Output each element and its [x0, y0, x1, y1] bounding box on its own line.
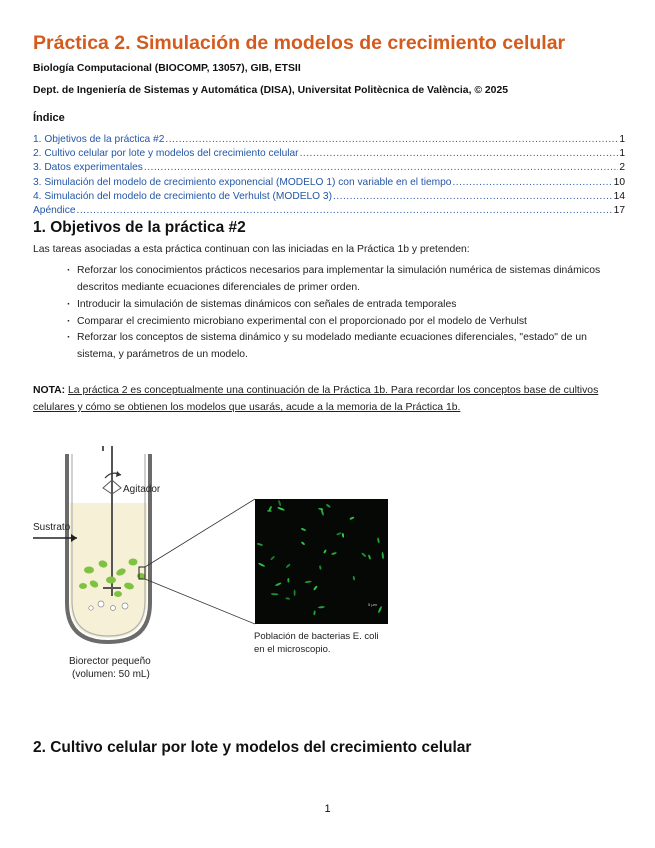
course-line: Biología Computacional (BIOCOMP, 13057), GIB, ETSII — [33, 63, 301, 74]
zoom-line-top — [145, 499, 255, 567]
section-1-intro: Las tareas asociadas a esta práctica continuan con las iniciadas en la Práctica 1b y pretenden: — [33, 244, 470, 256]
document-page — [33, 30, 625, 686]
agitator-label: Agitador — [123, 484, 161, 495]
toc-item[interactable] — [33, 161, 625, 175]
objective-item: · Comparar el crecimiento microbiano experimental con el proporcionado por el modelo de Verhulst — [71, 314, 625, 331]
toc-item[interactable] — [33, 204, 625, 218]
objective-item: · Introducir la simulación de sistemas dinámicos con señales de entrada temporales — [71, 297, 625, 314]
section-1-heading: 1. Objetivos de la práctica #2 — [33, 219, 246, 237]
note-text: La práctica 2 es conceptualmente una continuación de la Práctica 1b. Para recordar los conceptos base de cultivos celulares y cómo se obtienen los modelos que usarás, acude a la memoria de la Práctica 1b. — [33, 385, 599, 413]
title-text: Simulación de modelos de crecimiento celular — [136, 32, 566, 54]
toc-item-label[interactable]: 1. Objetivos de la práctica #2 — [33, 134, 165, 145]
table-of-contents — [33, 133, 625, 218]
liquid-fill — [70, 503, 147, 638]
toc-item[interactable] — [33, 147, 625, 161]
microscope-caption-line-1: Población de bacterias E. coli — [254, 631, 379, 642]
toc-leader-dots — [300, 147, 619, 161]
toc-item-label[interactable]: Apéndice — [33, 205, 76, 217]
microscope-caption-line-2: en el microscopio. — [254, 644, 331, 655]
toc-item-page: 1 — [619, 148, 625, 160]
objectives-list — [71, 263, 625, 364]
objective-item: · Reforzar los conocimientos prácticos necesarios para implementar la simulación numérica de sistemas dinámicos descritos mediante ecuaciones diferenciales de primer orden. — [71, 263, 625, 297]
toc-leader-dots — [76, 204, 612, 218]
toc-heading: Índice — [33, 112, 65, 124]
toc-leader-dots — [333, 190, 613, 204]
toc-item[interactable] — [33, 133, 625, 147]
toc-item-label[interactable]: 3. Datos experimentales — [33, 162, 143, 174]
substrate-label: Sustrato — [33, 522, 71, 533]
reactor-caption-line-1: Biorector pequeño — [69, 656, 151, 667]
toc-item-page: 2 — [619, 162, 625, 174]
reactor-caption-line-2: (volumen: 50 mL) — [72, 669, 150, 680]
toc-leader-dots — [144, 161, 618, 175]
scale-label: 5 µm — [368, 602, 377, 607]
toc-item-label[interactable]: 4. Simulación del modelo de crecimiento de Verhulst (MODELO 3) — [33, 190, 332, 202]
toc-item[interactable] — [33, 190, 625, 204]
bioreactor-figure — [33, 446, 625, 686]
document-title — [33, 30, 625, 56]
toc-item-label[interactable]: 2. Cultivo celular por lote y modelos del crecimiento celular — [33, 148, 299, 160]
note-paragraph — [33, 382, 625, 416]
toc-item-page: 17 — [613, 205, 625, 217]
toc-item-label[interactable]: 3. Simulación del modelo de crecimiento exponencial (MODELO 1) con variable en el tiempo — [33, 176, 452, 188]
toc-leader-dots — [452, 176, 612, 190]
bioreactor-vessel — [67, 454, 150, 642]
department-line: Dept. de Ingeniería de Sistemas y Automática (DISA), Universitat Politècnica de València, © 2025 — [33, 85, 509, 96]
toc-item-page: 14 — [613, 190, 625, 202]
toc-item-page: 10 — [613, 176, 625, 188]
note-label: NOTA: — [33, 385, 66, 396]
page-number: 1 — [324, 803, 331, 815]
toc-leader-dots — [165, 133, 618, 147]
title-prefix: Práctica 2. — [33, 32, 131, 54]
zoom-line-bottom — [145, 579, 255, 624]
toc-item[interactable] — [33, 176, 625, 190]
section-2-heading: 2. Cultivo celular por lote y modelos del crecimiento celular — [33, 739, 472, 756]
objective-item: · Reforzar los conceptos de sistema dinámico y su modelado mediante ecuaciones diferenciales, "estado" de un sistema, y parámetros de un modelo. — [71, 330, 625, 364]
toc-item-page: 1 — [619, 134, 625, 145]
bioreactor-illustration — [33, 446, 625, 686]
